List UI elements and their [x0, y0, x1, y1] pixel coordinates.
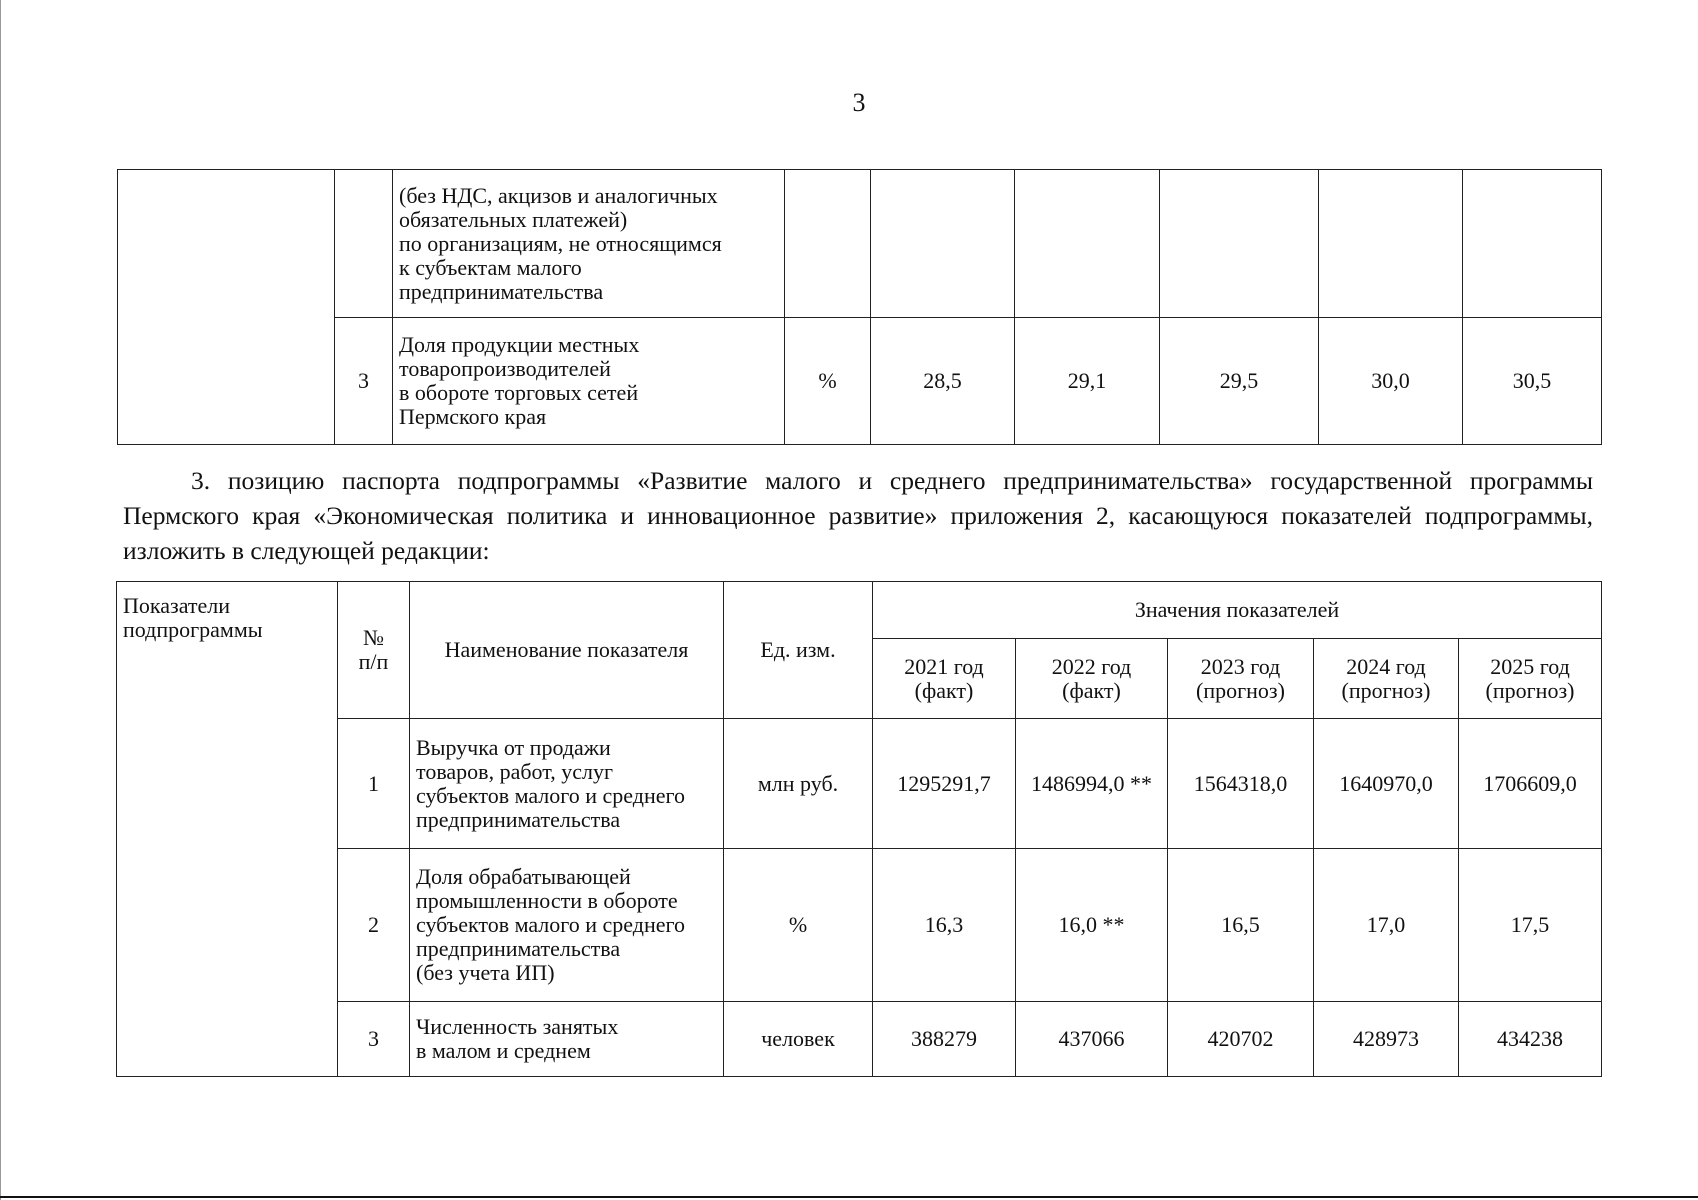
indicator-name-line: субъектов малого и среднего: [416, 782, 685, 808]
row-number-cell: 2: [338, 849, 410, 1002]
value-cell: 420702: [1168, 1002, 1314, 1077]
page-edge: [0, 0, 1, 1200]
header-year-label: 2025 год: [1490, 653, 1570, 679]
indicator-name-line: Численность занятых: [416, 1014, 619, 1039]
section-label-cell: [118, 170, 335, 445]
value-cell: 428973: [1314, 1002, 1459, 1077]
header-year-type: (факт): [914, 677, 974, 703]
indicator-name-line: Пермского края: [399, 404, 547, 429]
table-header-row: [117, 582, 1602, 639]
indicator-name-line: Доля продукции местных: [399, 332, 640, 357]
unit-cell: млн руб.: [724, 719, 873, 849]
value-cell: 16,0 **: [1016, 849, 1168, 1002]
indicator-name-cell: [393, 170, 785, 318]
value-cell: 30,5: [1463, 318, 1602, 445]
header-number: [338, 582, 410, 719]
unit-cell: человек: [724, 1002, 873, 1077]
indicator-name-cell: [410, 849, 724, 1002]
indicator-name-line: обязательных платежей): [399, 206, 628, 232]
header-year-label: 2023 год: [1200, 653, 1281, 679]
value-cell: [1319, 170, 1463, 318]
body-paragraph: 3. позицию паспорта подпрограммы «Развитие малого и среднего предпринимательства» государственной программы Пермского края «Экономическая политика и инновационное развитие» приложения 2, касающуюся показателей подпрограммы, изложить в следующей редакции:: [123, 466, 1593, 565]
value-cell: [1463, 170, 1602, 318]
indicator-name-line: предпринимательства: [399, 278, 604, 304]
value-cell: 29,5: [1160, 318, 1319, 445]
indicators-table-continued: [117, 169, 1602, 445]
row-number-cell: 3: [335, 318, 393, 445]
table-row: [117, 719, 1602, 849]
value-cell: 388279: [873, 1002, 1016, 1077]
header-year: [1016, 639, 1168, 719]
header-number-line: №: [363, 625, 384, 650]
value-cell: 1706609,0: [1459, 719, 1602, 849]
table-row: [117, 1002, 1602, 1077]
indicator-name-line: к субъектам малого: [399, 254, 582, 280]
indicator-name-line: субъектов малого и среднего: [416, 912, 685, 937]
indicator-name-line: в малом и среднем: [416, 1038, 591, 1063]
indicator-name-line: промышленности в обороте: [416, 888, 678, 913]
header-year: [873, 639, 1016, 719]
header-year: [1314, 639, 1459, 719]
value-cell: 1486994,0 **: [1016, 719, 1168, 849]
row-number-cell: 3: [338, 1002, 410, 1077]
indicator-name-line: товаропроизводителей: [399, 356, 611, 381]
value-cell: 30,0: [1319, 318, 1463, 445]
table-row: [118, 170, 1602, 318]
value-cell: 1295291,7: [873, 719, 1016, 849]
header-year-type: (прогноз): [1485, 677, 1575, 703]
indicator-name-line: предпринимательства: [416, 806, 621, 832]
unit-cell: %: [724, 849, 873, 1002]
row-number-cell: 1: [338, 719, 410, 849]
column-label-line: подпрограммы: [123, 617, 263, 642]
value-cell: 437066: [1016, 1002, 1168, 1077]
value-cell: 17,0: [1314, 849, 1459, 1002]
value-cell: 29,1: [1015, 318, 1160, 445]
indicator-name-line: Доля обрабатывающей: [416, 864, 631, 889]
subprogram-indicators-table: [116, 581, 1602, 1077]
indicator-name-line: товаров, работ, услуг: [416, 758, 613, 784]
unit-cell: [785, 170, 871, 318]
indicator-name-line: (без учета ИП): [416, 960, 555, 985]
row-number-cell: [335, 170, 393, 318]
header-year-type: (факт): [1062, 677, 1121, 703]
value-cell: 17,5: [1459, 849, 1602, 1002]
header-year-label: 2022 год: [1051, 653, 1132, 679]
value-cell: 434238: [1459, 1002, 1602, 1077]
header-indicator-name: Наименование показателя: [410, 582, 724, 719]
indicator-name-line: по организациям, не относящимся: [399, 230, 722, 256]
header-year-type: (прогноз): [1196, 677, 1285, 703]
value-cell: [1160, 170, 1319, 318]
header-year: [1459, 639, 1602, 719]
indicator-name-cell: [410, 1002, 724, 1077]
column-label-line: Показатели: [123, 593, 231, 618]
header-year-type: (прогноз): [1341, 677, 1431, 703]
page-number: 3: [852, 88, 866, 117]
value-cell: [871, 170, 1015, 318]
table-row: [118, 318, 1602, 445]
indicator-name-line: Выручка от продажи: [416, 734, 611, 760]
indicator-name-line: (без НДС, акцизов и аналогичных: [399, 182, 718, 208]
value-cell: [1015, 170, 1160, 318]
value-cell: 16,3: [873, 849, 1016, 1002]
indicator-name-line: в обороте торговых сетей: [399, 380, 639, 405]
page-bottom-edge: [0, 1196, 1698, 1198]
indicator-name-cell: [393, 318, 785, 445]
value-cell: 1640970,0: [1314, 719, 1459, 849]
table-row: [117, 849, 1602, 1002]
header-year-label: 2024 год: [1346, 653, 1426, 679]
header-year: [1168, 639, 1314, 719]
indicator-name-line: предпринимательства: [416, 936, 621, 961]
unit-cell: %: [785, 318, 871, 445]
value-cell: 28,5: [871, 318, 1015, 445]
value-cell: 1564318,0: [1168, 719, 1314, 849]
header-unit: Ед. изм.: [724, 582, 873, 719]
header-values-title: Значения показателей: [873, 582, 1602, 639]
value-cell: 16,5: [1168, 849, 1314, 1002]
indicator-name-cell: [410, 719, 724, 849]
header-year-label: 2021 год: [904, 653, 984, 679]
header-number-line: п/п: [358, 649, 389, 674]
subprogram-indicators-label-cell: [117, 582, 338, 1077]
